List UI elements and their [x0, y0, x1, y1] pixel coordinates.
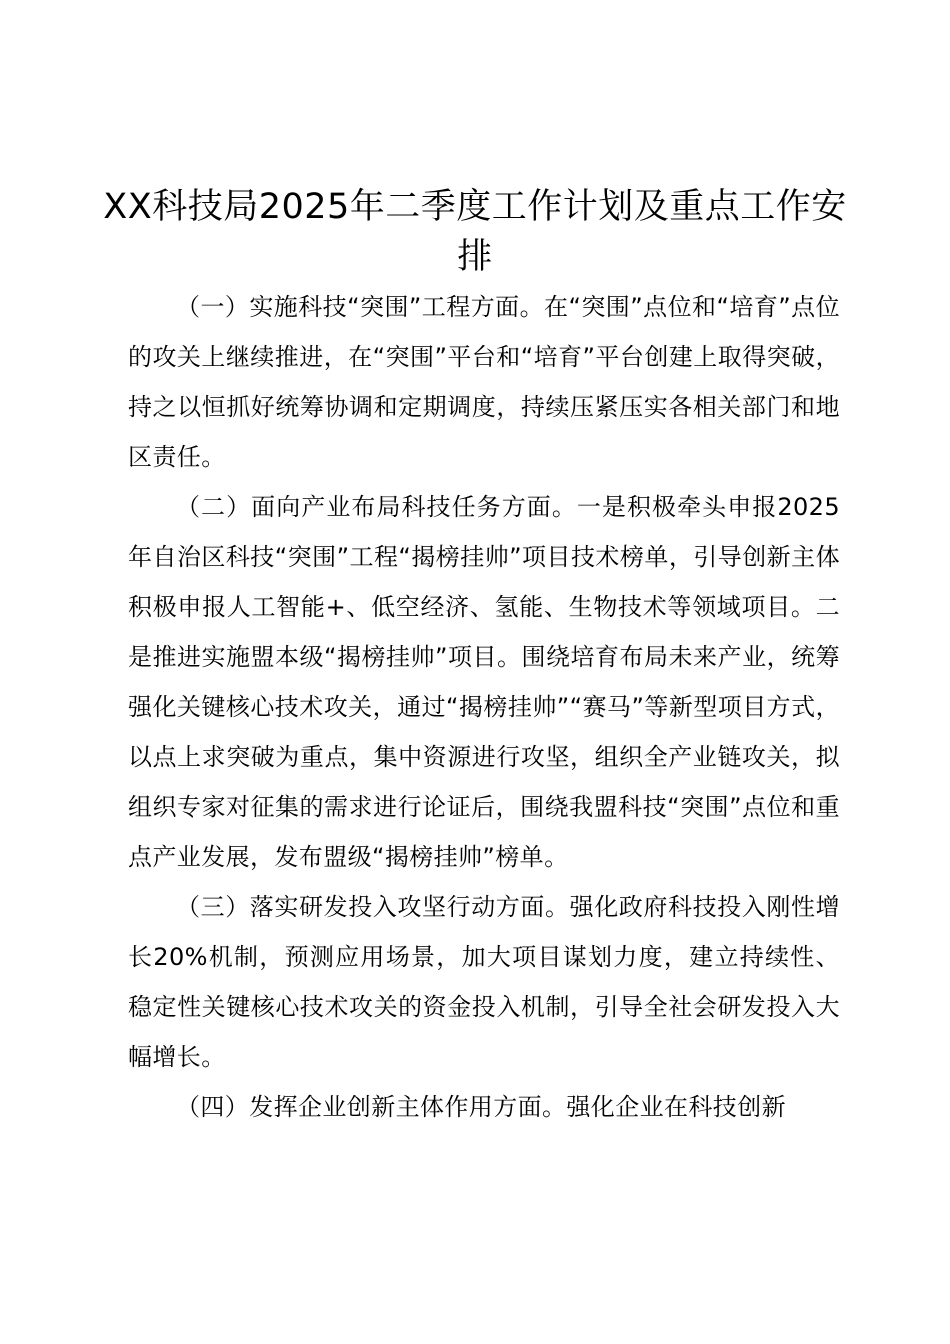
paragraph-enterprise-innovation: （四）发挥企业创新主体作用方面。强化企业在科技创新 [176, 1093, 786, 1121]
paragraph-implement-breakthrough: （一）实施科技“突围”工程方面。在“突围”点位和“培育”点位的攻关上继续推进，在“突围”平台和“培育”平台创建上取得突破，持之以恒抓好统筹协调和定期调度，持续压紧压实各相关部门和地区责任。 [128, 293, 840, 471]
document-body [128, 282, 840, 1132]
paragraph-industry-layout: （二）面向产业布局科技任务方面。一是积极牵头申报2025年自治区科技“突围”工程“揭榜挂帅”项目技术榜单，引导创新主体积极申报人工智能+、低空经济、氢能、生物技术等领域项目。二是推进实施盟本级“揭榜挂帅”项目。围绕培育布局未来产业，统筹强化关键核心技术攻关，通过“揭榜挂帅”“赛马”等新型项目方式，以点上求突破为重点，集中资源进行攻坚，组织全产业链攻关，拟组织专家对征集的需求进行论证后，围绕我盟科技“突围”点位和重点产业发展，发布盟级“揭榜挂帅”榜单。 [128, 493, 840, 871]
paragraph-rd-investment: （三）落实研发投入攻坚行动方面。强化政府科技投入刚性增长20%机制，预测应用场景，加大项目谋划力度，建立持续性、稳定性关键核心技术攻关的资金投入机制，引导全社会研发投入大幅增长。 [128, 893, 840, 1071]
document-title: XX科技局2025年二季度工作计划及重点工作安排 [103, 187, 847, 277]
